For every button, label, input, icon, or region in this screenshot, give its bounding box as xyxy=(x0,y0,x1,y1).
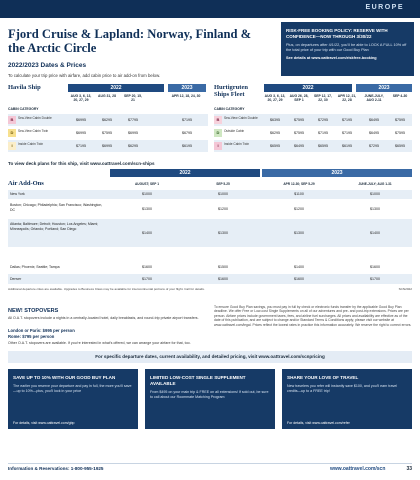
hurtigruten-date-col: SEP 4-30 xyxy=(392,94,408,98)
hurtigruten-year-2022: 2022 xyxy=(264,84,352,92)
price-cell: $7595 xyxy=(102,131,112,135)
air-price-cell: $1700 xyxy=(142,277,152,281)
price-cell: $6995 xyxy=(128,131,138,135)
stopovers-title: NEW! STOPOVERS xyxy=(8,308,59,314)
stopover-rome: Rome: $795 per person xyxy=(8,334,55,339)
price-cell: $6195 xyxy=(182,144,192,148)
price-cell: $6595 xyxy=(318,144,328,148)
air-price-cell: $1700 xyxy=(370,277,380,281)
page-title: Fjord Cruise & Lapland: Norway, Finland & the Arctic Circle xyxy=(8,27,252,55)
card-body: From $495 on your main trip & FREE on all extensions! If sold out, be sure to call about our Roommate Matching Program xyxy=(150,390,269,399)
havila-date-col: APR 12, 18, 24, 30 xyxy=(171,94,201,98)
air-price-cell: $1300 xyxy=(218,231,228,235)
havila-year-2023: 2023 xyxy=(168,84,206,92)
dates-prices-subtitle: 2022/2023 Dates & Prices xyxy=(8,62,87,69)
cabin-description: Inside Cabin Twin xyxy=(224,142,250,146)
air-price-cell: $1100 xyxy=(294,192,304,196)
air-price-cell: $1400 xyxy=(370,231,380,235)
stopovers-other: Other O.A.T. stopovers are available. If you’re interested in what’s offered, we can arrange your airfare for that, too. xyxy=(8,341,191,345)
cabin-description: Outside Cabin xyxy=(224,129,245,133)
air-price-cell: $1300 xyxy=(370,207,380,211)
price-cell: $6395 xyxy=(270,118,280,122)
hurtigruten-date-col: SEP 12, 17, 22, 30 xyxy=(313,94,333,103)
deck-plans-link[interactable]: To view deck plans for this ship, visit www.oattravel.com/scn-ships xyxy=(8,161,155,166)
price-cell: $7295 xyxy=(369,144,379,148)
cabin-code-badge: D xyxy=(214,129,222,137)
air-price-cell: $1300 xyxy=(142,207,152,211)
price-cell: $6995 xyxy=(76,131,86,135)
price-cell: $6295 xyxy=(102,118,112,122)
havila-year-2022: 2022 xyxy=(68,84,164,92)
cabin-description: Sea-View Cabin Double xyxy=(224,116,258,120)
single-supplement-card xyxy=(145,369,275,429)
price-cell: $7195 xyxy=(318,131,328,135)
price-cell: $7595 xyxy=(294,131,304,135)
air-footnote: Additional departure cities are available. Upgrades to Business Class may be available for intercontinental portions of your flight. Call for details. xyxy=(8,287,205,291)
cabin-code-badge: I xyxy=(214,142,222,150)
price-cell: $6795 xyxy=(182,131,192,135)
card-heading: LIMITED LOW-COST SINGLE SUPPLEMENT AVAILABLE xyxy=(150,375,246,386)
table-row xyxy=(8,274,412,284)
air-table-code: SCN2022 xyxy=(398,287,412,291)
price-cell: $7295 xyxy=(318,118,328,122)
hurtigruten-date-col: JUNE-JULY, AUG 2-11 xyxy=(364,94,384,103)
cabin-code-badge: D xyxy=(8,129,16,137)
air-column-header: AUGUST; SEP 1 xyxy=(134,182,160,186)
hurtigruten-year-2023: 2023 xyxy=(356,84,412,92)
departure-city: Atlanta; Baltimore; Detroit; Houston; Los Angeles; Miami; Minneapolis; Orlando; Portland; San Diego xyxy=(10,222,99,231)
hurtigruten-date-col: APR 12, 21, 22, 28 xyxy=(337,94,357,103)
air-column-header: SEP 5-25 xyxy=(216,182,230,186)
price-cell: $7595 xyxy=(395,118,405,122)
price-cell: $7195 xyxy=(342,131,352,135)
havila-date-col: SEP 20, 15, 21 xyxy=(123,94,143,103)
air-price-cell: $1000 xyxy=(370,192,380,196)
air-column-header: JUNE-JULY; AUG 1-31 xyxy=(358,182,392,186)
table-row xyxy=(214,140,412,152)
hurtigruten-ship-name: Hurtigruten Ships Fleet xyxy=(214,84,248,98)
price-cell: $7795 xyxy=(128,118,138,122)
air-price-cell: $1400 xyxy=(142,231,152,235)
price-cell: $6495 xyxy=(369,131,379,135)
page-number: 33 xyxy=(406,466,412,472)
price-cell: $6295 xyxy=(270,131,280,135)
price-cell: $7595 xyxy=(294,118,304,122)
footer-url[interactable]: www.oattravel.com/scn xyxy=(330,466,386,472)
havila-cabin-header: CABIN CATEGORY xyxy=(8,107,39,111)
havila-ship-name: Havila Ship xyxy=(8,84,41,91)
good-buy-plan-card xyxy=(8,369,138,429)
price-cell: $6595 xyxy=(270,144,280,148)
price-cell: $6295 xyxy=(128,144,138,148)
table-row xyxy=(8,219,412,247)
departure-city: Boston; Chicago; Philadelphia; San Francisco; Washington, DC xyxy=(10,203,103,212)
table-row xyxy=(8,127,208,139)
risk-free-promo xyxy=(281,22,414,76)
reservations-phone: Information & Reservations: 1-800-955-1925 xyxy=(8,466,104,471)
card-link[interactable]: For details, visit www.oattravel.com/gbp xyxy=(13,421,75,425)
air-price-cell: $1200 xyxy=(218,207,228,211)
air-year-2022: 2022 xyxy=(110,169,260,177)
stopover-london-paris: London or Paris: $995 per person xyxy=(8,328,75,333)
card-body: New travelers you refer will instantly save $100, and you’ll earn travel credits—up to a FREE trip! xyxy=(287,384,398,393)
hurtigruten-date-col: AUG 26, 28, SEP 1 xyxy=(289,94,309,103)
air-column-header: APR 12-30; SEP 5-29 xyxy=(283,182,315,186)
air-price-cell: $1600 xyxy=(370,265,380,269)
air-price-cell: $1600 xyxy=(218,277,228,281)
price-cell: $6595 xyxy=(395,144,405,148)
top-banner xyxy=(0,0,420,18)
cabin-code-badge: B xyxy=(214,116,222,124)
price-cell: $7195 xyxy=(76,144,86,148)
table-row xyxy=(214,127,412,139)
hurtigruten-cabin-header: CABIN CATEGORY xyxy=(214,107,245,111)
card-link[interactable]: For details, visit www.oattravel.com/refer xyxy=(287,421,350,425)
havila-date-col: AUG 31, 28 xyxy=(98,94,116,98)
air-price-cell: $1500 xyxy=(218,265,228,269)
price-cell: $6495 xyxy=(294,144,304,148)
stopovers-body: All O.A.T. stopovers include a nights in a centrally-located hotel, daily breakfasts, and round-trip private airport transfers. xyxy=(8,316,199,320)
table-row xyxy=(8,262,412,273)
price-cell: $6195 xyxy=(342,144,352,148)
havila-date-col: AUG 3, 6, 13, 20, 27, 29 xyxy=(70,94,92,103)
cabin-code-badge: I xyxy=(8,142,16,150)
air-year-2023: 2023 xyxy=(262,169,412,177)
cabin-code-badge: B xyxy=(8,116,16,124)
cabin-description: Sea-View Cabin Twin xyxy=(18,129,49,133)
air-addons-title: Air Add-Ons xyxy=(8,180,44,187)
table-row xyxy=(8,114,208,126)
departure-city: Denver xyxy=(10,277,22,281)
departure-city: New York xyxy=(10,192,25,196)
card-heading: SAVE UP TO 10% WITH OUR GOOD BUY PLAN xyxy=(13,375,116,380)
price-cell: $6495 xyxy=(369,118,379,122)
cabin-description: Sea-View Cabin Double xyxy=(18,116,52,120)
card-heading: SHARE YOUR LOVE OF TRAVEL xyxy=(287,375,359,380)
cabin-description: Inside Cabin Twin xyxy=(18,142,44,146)
air-price-cell: $1000 xyxy=(218,192,228,196)
table-row xyxy=(8,190,412,199)
pricing-link-bar[interactable]: For specific departure dates, current availability, and detailed pricing, visit www.oattravel.com/scnpricing xyxy=(8,351,412,363)
table-row xyxy=(8,140,208,152)
refer-card xyxy=(282,369,412,429)
hurtigruten-date-col: AUG 3, 6, 13, 20, 27, 29 xyxy=(264,94,286,103)
havila-price-table xyxy=(8,84,208,159)
price-cell: $7195 xyxy=(182,118,192,122)
air-price-cell: $1600 xyxy=(142,265,152,269)
air-price-cell: $1000 xyxy=(142,192,152,196)
price-cell: $7195 xyxy=(342,118,352,122)
intro-text: To calculate your trip price with airfare, add cabin price to air add-on from below. xyxy=(8,73,161,78)
price-cell: $6995 xyxy=(76,118,86,122)
air-price-cell: $1300 xyxy=(294,231,304,235)
air-price-cell: $1400 xyxy=(294,265,304,269)
footer-divider xyxy=(8,463,412,464)
table-row xyxy=(214,114,412,126)
price-cell: $6995 xyxy=(102,144,112,148)
region-label: EUROPE xyxy=(365,4,404,11)
hurtigruten-price-table xyxy=(214,84,412,159)
departure-city: Dallas; Phoenix; Seattle; Tampa xyxy=(10,265,60,269)
air-price-cell: $1600 xyxy=(294,277,304,281)
promo-heading: RISK-FREE BOOKING POLICY: RESERVE WITH CONFIDENCE—NOW THROUGH 3/30/22 xyxy=(286,28,388,39)
table-row xyxy=(8,200,412,218)
promo-link[interactable]: See details at www.oattravel.com/riskfree-booking xyxy=(286,56,377,60)
air-price-cell: $1200 xyxy=(294,207,304,211)
promo-body: Plus, on departures after 4/1/22, you’ll be able to LOCK A FULL 10% off the total price of your trip with our Good Buy Plan xyxy=(286,43,407,52)
card-body: The earlier you reserve your departure and pay in full, the more you’ll save—up to 10%—plus, you’ll lock in your price xyxy=(13,384,132,393)
terms-text: To ensure Good Buy Plan savings, you must pay in full by check or electronic funds transfer by the applicable Good Buy Plan deadline. We offer Free or Low-cost Single Supplements on all of our adventures and pre- and post-trip extensions. Prices are per person. Airfare prices include government taxes, fees, and airline fuel surcharges. All prices and availability are effective as of the date of this publication, and are subject to change and/or Standard Terms & Conditions apply; please visit our website at www.oattravel.com/legal. Prices reflect the lowest rates in practice this information accurately. We reserve the right to correct errors. xyxy=(214,305,412,327)
price-cell: $7595 xyxy=(395,131,405,135)
